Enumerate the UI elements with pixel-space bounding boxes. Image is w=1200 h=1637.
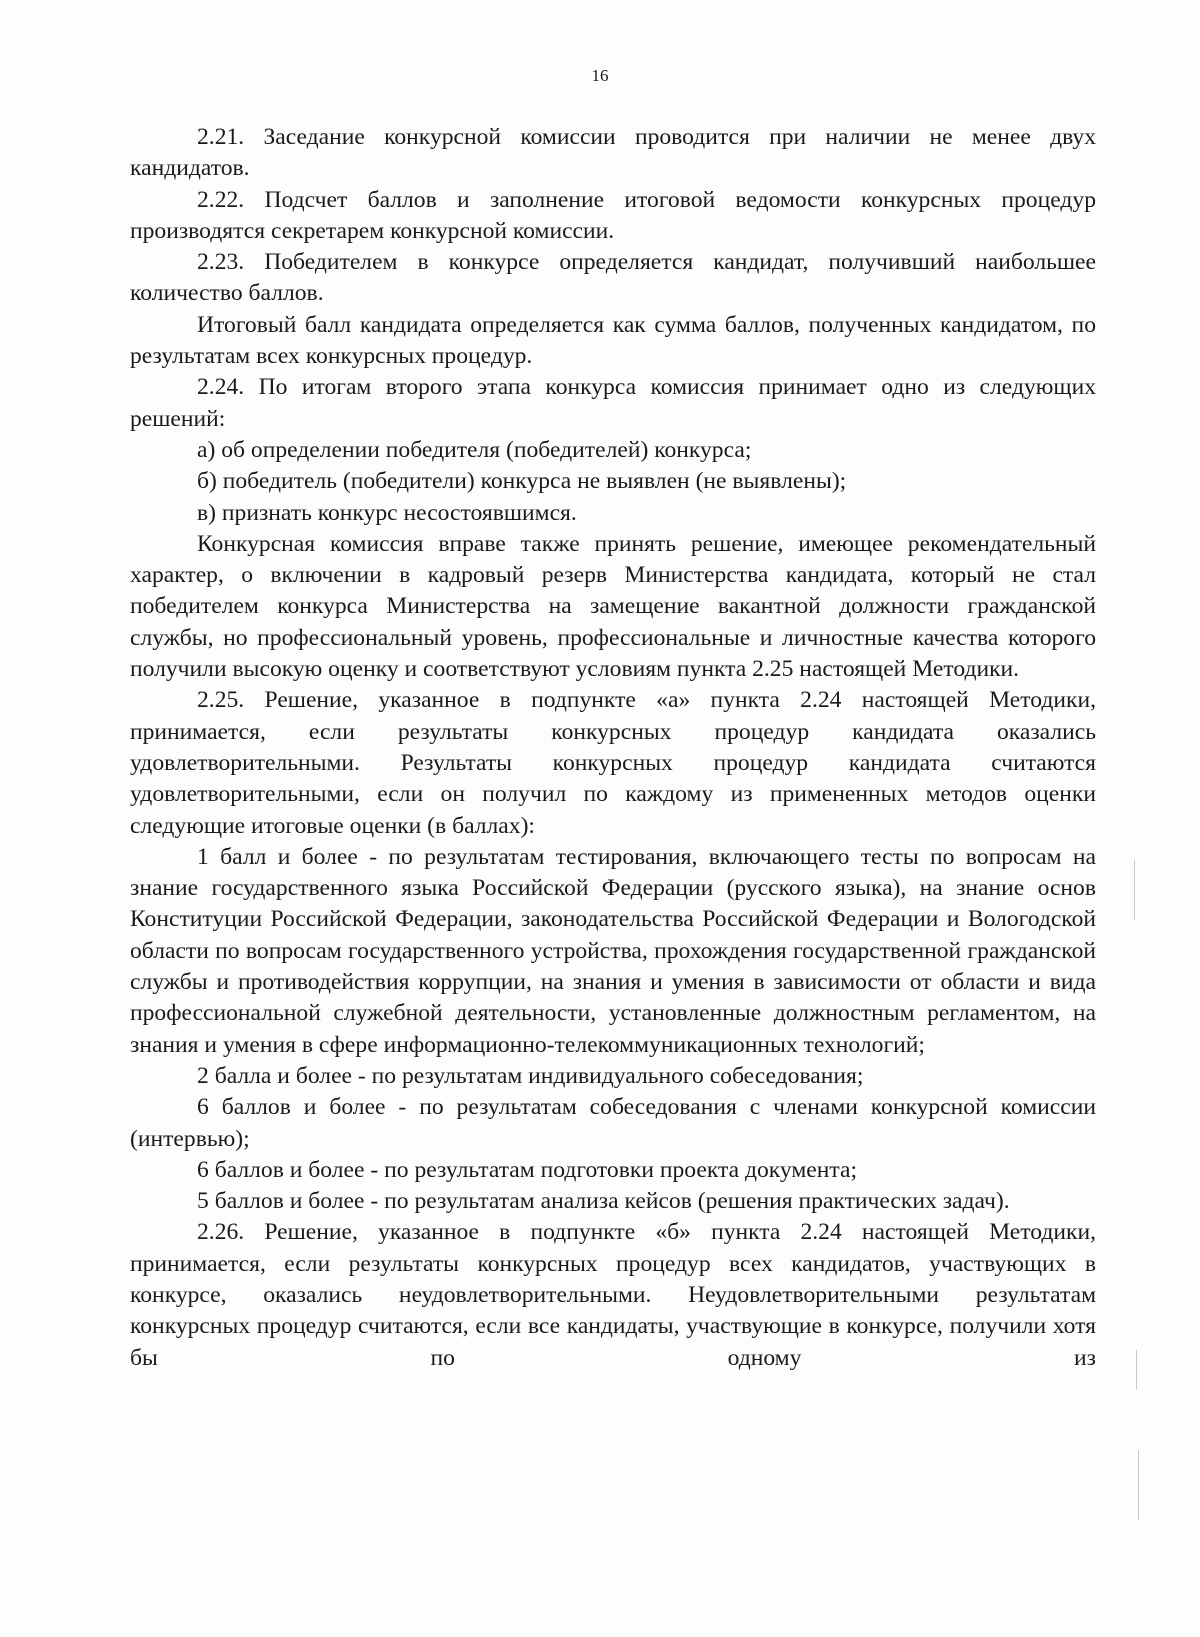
score-commission-interview: 6 баллов и более - по результатам собеседования с членами конкурсной комиссии (интервью);: [130, 1094, 1096, 1152]
list-item-v: в) признать конкурс несостоявшимся.: [197, 499, 577, 526]
paragraph-2-23: 2.23. Победителем в конкурсе определяется кандидат, получивший наибольшее количество баллов.: [130, 249, 1096, 307]
scan-artifact-line: [1134, 860, 1135, 920]
document-body: [130, 122, 1096, 1374]
score-document-draft: 6 баллов и более - по результатам подготовки проекта документа;: [197, 1156, 858, 1183]
paragraph-2-24: 2.24. По итогам второго этапа конкурса комиссия принимает одно из следующих решений:: [130, 374, 1096, 432]
paragraph-reserve: Конкурсная комиссия вправе также принять решение, имеющее рекомендательный характер, о включении в кадровый резерв Министерства кандидата, который не стал победителем конкурса Министерства на замещение вакантной должности гражданской службы, но профессиональный уровень, профессиональные и личностные качества которого получили высокую оценку и соответствуют условиям пункта 2.25 настоящей Методики.: [130, 530, 1096, 683]
paragraph-2-25: 2.25. Решение, указанное в подпункте «а» пункта 2.24 настоящей Методики, принимается, если результаты конкурсных процедур кандидата оказались удовлетворительными. Результаты конкурсных процедур кандидата считаются удовлетворительными, если он получил по каждому из примененных методов оценки следующие итоговые оценки (в баллах):: [130, 687, 1096, 839]
scan-artifact-line: [1138, 1450, 1139, 1520]
scan-artifact-line: [1136, 1350, 1137, 1390]
list-item-b: б) победитель (победители) конкурса не выявлен (не выявлены);: [197, 468, 847, 495]
paragraph-2-22: 2.22. Подсчет баллов и заполнение итоговой ведомости конкурсных процедур производятся секретарем конкурсной комиссии.: [130, 186, 1096, 244]
paragraph-2-21: 2.21. Заседание конкурсной комиссии проводится при наличии не менее двух кандидатов.: [130, 124, 1096, 182]
score-individual-interview: 2 балла и более - по результатам индивидуального собеседования;: [197, 1062, 864, 1089]
paragraph-2-26: 2.26. Решение, указанное в подпункте «б» пункта 2.24 настоящей Методики, принимается, если результаты конкурсных процедур всех кандидатов, участвующих в конкурсе, оказались неудовлетворительными. Неудовлетворительными результатам конкурсных процедур считаются, если все кандидаты, участвующие в конкурсе, получили хотя бы по одному из: [130, 1219, 1096, 1371]
score-testing: 1 балл и более - по результатам тестирования, включающего тесты по вопросам на знание государственного языка Российской Федерации (русского языка), на знание основ Конституции Российской Федерации, законодательства Российской Федерации и Вологодской области по вопросам государственного устройства, прохождения государственной гражданской службы и противодействия коррупции, на знания и умения в зависимости от области и вида профессиональной служебной деятельности, установленные должностным регламентом, на знания и умения в сфере информационно-телекоммуникационных технологий;: [130, 843, 1096, 1058]
list-item-a: а) об определении победителя (победителей) конкурса;: [197, 436, 752, 463]
score-case-analysis: 5 баллов и более - по результатам анализа кейсов (решения практических задач).: [197, 1188, 1010, 1215]
page-number: 16: [591, 66, 609, 85]
paragraph-final-score: Итоговый балл кандидата определяется как сумма баллов, полученных кандидатом, по результатам всех конкурсных процедур.: [130, 311, 1096, 370]
